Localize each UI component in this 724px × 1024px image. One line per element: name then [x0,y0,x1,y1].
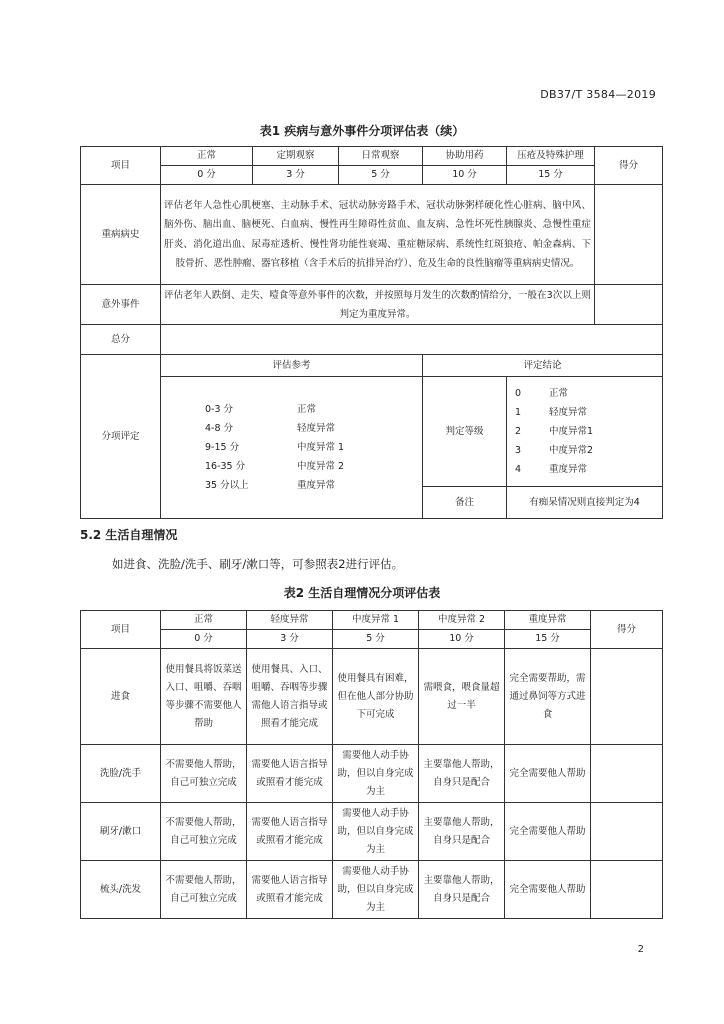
conclusion-item: 1 轻度异常 [515,407,588,418]
table-cell: 完全需要他人帮助 [505,745,591,803]
ref-item: 35 分以上 重度异常 [205,480,336,491]
col-name: 协助用药 [423,147,507,166]
col-name: 轻度异常 [247,611,333,630]
table-cell: 完全需要他人帮助 [505,803,591,861]
table-row [81,803,663,861]
standard-code: DB37/T 3584—2019 [540,88,656,101]
col-name: 重度异常 [505,611,591,630]
col-points: 15 分 [505,630,591,649]
conclusion-item: 3 中度异常2 [515,445,594,456]
table1 [80,146,663,519]
table-cell: 完全需要帮助，需通过鼻饲等方式进食 [505,649,591,745]
table-row [81,861,663,919]
table-row [81,745,663,803]
row-label: 梳头/洗发 [81,861,161,919]
table-cell: 使用餐具、入口、咀嚼、吞咽等步骤需他人语言指导或照看才能完成 [247,649,333,745]
ref-list [161,377,423,519]
col-points: 0 分 [161,166,253,185]
col-name: 中度异常 1 [333,611,419,630]
row-label: 进食 [81,649,161,745]
section-paragraph: 如进食、洗脸/洗手、刷牙/漱口等，可参照表2进行评估。 [112,557,404,571]
table-cell: 需要他人语言指导或照看才能完成 [247,861,333,919]
table2 [80,610,663,919]
note-text: 有痴呆情况则直接判定为4 [507,487,663,519]
conclusion-item: 2 中度异常1 [515,426,594,437]
row-label: 洗脸/洗手 [81,745,161,803]
table1-caption: 表1 疾病与意外事件分项评估表（续） [259,124,465,138]
table-cell: 不需要他人帮助，自己可独立完成 [161,861,247,919]
col-points: 5 分 [339,166,423,185]
table-cell: 主要靠他人帮助，自身只是配合 [419,745,505,803]
ref-item: 9-15 分 中度异常 1 [205,442,345,453]
score-cell [591,861,663,919]
col-points: 0 分 [161,630,247,649]
col-name: 正常 [161,147,253,166]
ref-item: 16-35 分 中度异常 2 [205,461,345,472]
table-cell: 需要他人动手协助，但以自身完成为主 [333,803,419,861]
accident-text: 评估老年人跌倒、走失、噎食等意外事件的次数，并按照每月发生的次数酌情给分，一般在3次以上则判定为重度异常。 [161,285,595,325]
table-cell: 主要靠他人帮助，自身只是配合 [419,861,505,919]
page-number: 2 [637,944,644,955]
col-points: 15 分 [507,166,595,185]
score-cell [591,649,663,745]
col-points: 5 分 [333,630,419,649]
row-label: 重病病史 [81,185,161,285]
conclusion-list [507,377,663,487]
col-points: 10 分 [423,166,507,185]
table-cell: 完全需要他人帮助 [505,861,591,919]
grade-label: 判定等级 [423,377,507,487]
score-cell [595,285,663,325]
conclusion-item: 4 重度异常 [515,464,588,475]
col-name: 日常观察 [339,147,423,166]
conclusion-item: 0 正常 [515,388,569,399]
table-row [81,649,663,745]
section-title: 5.2 生活自理情况 [80,528,178,542]
col-name: 定期观察 [253,147,339,166]
col-name: 正常 [161,611,247,630]
score-header: 得分 [591,611,663,649]
ref-item: 4-8 分 轻度异常 [205,423,336,434]
ref-item: 0-3 分 正常 [205,404,317,415]
col-points: 3 分 [247,630,333,649]
table-cell: 需要他人动手协助，但以自身完成为主 [333,745,419,803]
col-points: 10 分 [419,630,505,649]
table2-caption: 表2 生活自理情况分项评估表 [283,586,441,600]
table-cell: 使用餐具将饭菜送入口、咀嚼、吞咽等步骤不需要他人帮助 [161,649,247,745]
col-name: 压疮及特殊护理 [507,147,595,166]
table-cell: 使用餐具有困难，但在他人部分协助下可完成 [333,649,419,745]
table-cell: 需要他人语言指导或照看才能完成 [247,745,333,803]
table-cell: 需要他人语言指导或照看才能完成 [247,803,333,861]
row-label: 刷牙/漱口 [81,803,161,861]
table-cell: 需要他人动手协助，但以自身完成为主 [333,861,419,919]
serious-history-text: 评估老年人急性心肌梗塞、主动脉手术、冠状动脉旁路手术、冠状动脉粥样硬化性心脏病、脑中风、脑外伤、脑出血、脑梗死、白血病、慢性再生障碍性贫血、血友病、急性坏死性胰腺炎、急慢性重症肝炎、消化道出血、尿毒症透析、慢性肾功能性衰竭、重症糖尿病、系统性红斑狼疮、帕金森病、下肢骨折、恶性肿瘤、器官移植（含手术后的抗排异治疗）、危及生命的良性脑瘤等重病病史情况。 [161,185,595,285]
score-cell [591,745,663,803]
note-label: 备注 [423,487,507,519]
table-cell: 不需要他人帮助，自己可独立完成 [161,745,247,803]
table-cell: 不需要他人帮助，自己可独立完成 [161,803,247,861]
score-header: 得分 [595,147,663,185]
ref-header: 评估参考 [161,355,423,377]
table-cell: 需喂食，喂食量超过一半 [419,649,505,745]
score-cell [595,185,663,285]
item-header: 项目 [81,147,161,185]
conclusion-header: 评定结论 [423,355,663,377]
total-cell [161,325,663,355]
table-cell: 主要靠他人帮助，自身只是配合 [419,803,505,861]
col-points: 3 分 [253,166,339,185]
row-label: 总分 [81,325,161,355]
col-name: 中度异常 2 [419,611,505,630]
row-label: 分项评定 [81,355,161,519]
score-cell [591,803,663,861]
row-label: 意外事件 [81,285,161,325]
item-header: 项目 [81,611,161,649]
